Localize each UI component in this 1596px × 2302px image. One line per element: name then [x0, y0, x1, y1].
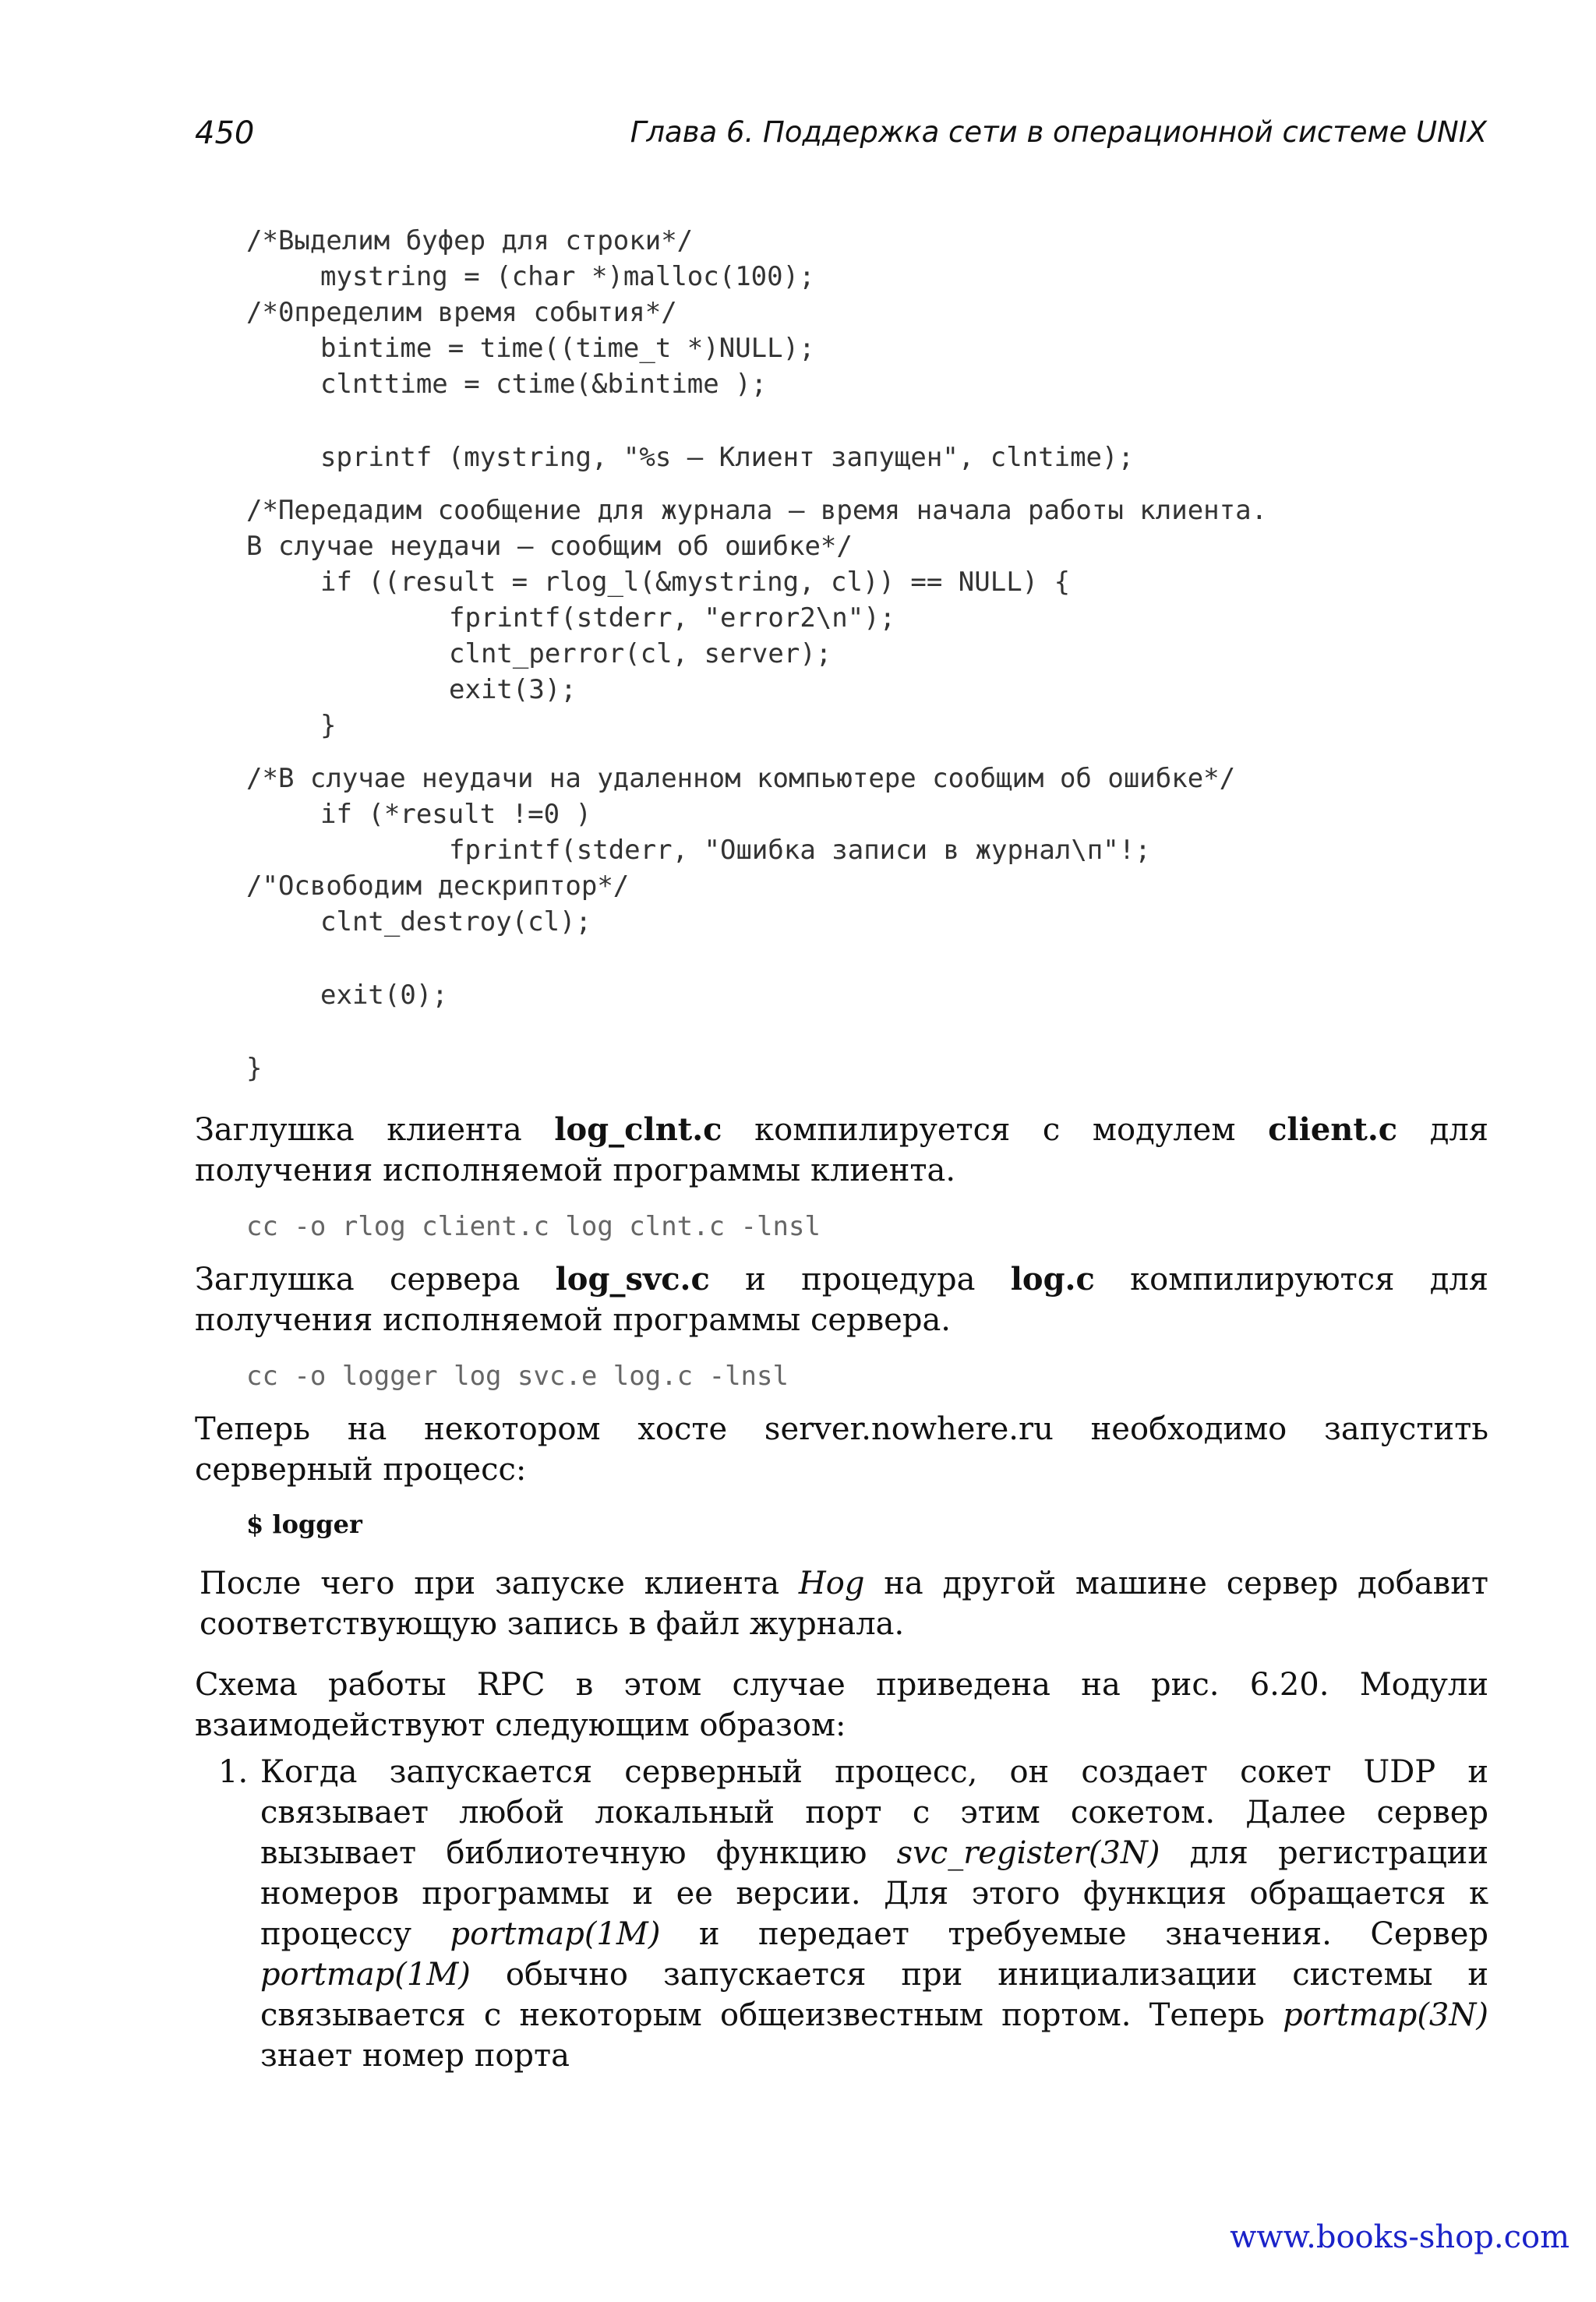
- paragraph-server-stub: [195, 1259, 1488, 1340]
- text-run: Заглушка сервера: [195, 1262, 556, 1298]
- function-name: portmap(3N): [1283, 1997, 1488, 2033]
- filename-log-clnt: log_clnt.c: [554, 1111, 722, 1148]
- code-blank-line: [246, 940, 1509, 977]
- code-line: clnttime = ctime(&bintime );: [320, 369, 768, 400]
- running-header: Глава 6. Поддержка сети в операционной системе UNIX: [630, 115, 1487, 149]
- function-name: portmap(1M): [450, 1916, 661, 1952]
- filename-log: log.c: [1010, 1261, 1095, 1298]
- list-number: 1.: [218, 1754, 249, 1790]
- paragraph-run-client: [195, 1563, 1488, 1644]
- code-line: clnt_perror(cl, server);: [449, 638, 832, 669]
- body-text: [195, 1110, 1488, 2076]
- compile-command-server: cc -o logger log svc.e log.c -lnsl: [246, 1361, 789, 1392]
- text-run: Когда запускается серверный процесс, он создает сокет UDP и связывает любой локальный порт с этим сокетом. Далее сервер вызывает библиотечную функцию: [260, 1754, 1488, 1871]
- text-run: компилируется с модулем: [722, 1112, 1269, 1148]
- code-blank-line: [246, 402, 1509, 440]
- text-run: на другой машине сервер добавит соответствующую запись в файл журнала.: [200, 1566, 1488, 1642]
- code-line: exit(3);: [449, 674, 577, 705]
- text-run: После чего при запуске клиента: [200, 1566, 799, 1601]
- text-run: Заглушка клиента: [195, 1112, 555, 1148]
- code-line: if (*result !=0 ): [320, 799, 591, 830]
- code-blank-line: [246, 1013, 1509, 1050]
- numbered-list: [195, 1752, 1488, 2076]
- code-line: bintime = time((time_t *)NULL);: [320, 333, 815, 364]
- paragraph-rpc-scheme: Схема работы RPC в этом случае приведена на рис. 6.20. Модули взаимодействуют следующим образом:: [195, 1667, 1488, 1743]
- function-name: svc_register(3N): [896, 1835, 1160, 1871]
- text-run: и передает требуемые значения. Сервер: [660, 1916, 1489, 1952]
- code-spacer: [246, 475, 1509, 493]
- compile-command-client: cc -o rlog client.c log clnt.c -lnsl: [246, 1211, 821, 1242]
- code-line: В случае неудачи — сообщим об ошибке*/: [246, 531, 853, 562]
- code-listing: [246, 223, 1509, 1086]
- code-line: /*0пределим время события*/: [246, 297, 677, 328]
- code-line: fprintf(stderr, "error2\n");: [449, 602, 896, 634]
- paragraph-run-server: Теперь на некотором хосте server.nowhere.ru необходимо запустить серверный процесс:: [195, 1411, 1488, 1488]
- code-line: mystring = (char *)malloc(100);: [320, 261, 815, 292]
- code-spacer: [246, 743, 1509, 761]
- code-line: /*В случае неудачи на удаленном компьютере сообщим об ошибке*/: [246, 763, 1236, 794]
- footer-link[interactable]: www.books-shop.com: [1230, 2219, 1570, 2255]
- program-name: Hog: [798, 1566, 865, 1601]
- page-number: 450: [195, 115, 255, 151]
- text-run: для получения исполняемой программы клиента.: [195, 1112, 1489, 1188]
- code-line: }: [320, 710, 337, 741]
- filename-log-svc: log_svc.c: [555, 1261, 710, 1298]
- text-run: для регистрации номеров программы и ее версии. Для этого функция обращается к процессу: [260, 1835, 1489, 1952]
- filename-client: client.c: [1268, 1111, 1398, 1148]
- code-line: exit(0);: [320, 980, 448, 1011]
- code-line: }: [246, 1053, 263, 1084]
- function-name: portmap(1M): [260, 1957, 471, 1993]
- code-line: /*Передадим сообщение для журнала — время начала работы клиента.: [246, 495, 1268, 526]
- paragraph-client-stub: [195, 1110, 1488, 1191]
- text-run: компилируются для получения исполняемой программы сервера.: [195, 1262, 1488, 1338]
- code-line: /*Выделим буфер для строки*/: [246, 225, 694, 256]
- text-run: обычно запускается при инициализации системы и связывается с некоторым общеизвестным портом. Теперь: [260, 1957, 1488, 2033]
- text-run: знает номер порта: [260, 2038, 570, 2074]
- text-run: и процедура: [709, 1262, 1011, 1298]
- code-line: /"Освободим дескриптор*/: [246, 870, 630, 902]
- list-item: [195, 1752, 1488, 2076]
- code-line: fprintf(stderr, "Ошибка записи в журнал\п"!;: [449, 835, 1151, 866]
- shell-command: $ logger: [246, 1509, 362, 1539]
- code-line: sprintf (mystring, "%s — Клиент запущен", clntime);: [320, 442, 1134, 473]
- code-line: if ((result = rlog_l(&mystring, cl)) == NULL) {: [320, 567, 1071, 598]
- code-line: clnt_destroy(cl);: [320, 906, 591, 937]
